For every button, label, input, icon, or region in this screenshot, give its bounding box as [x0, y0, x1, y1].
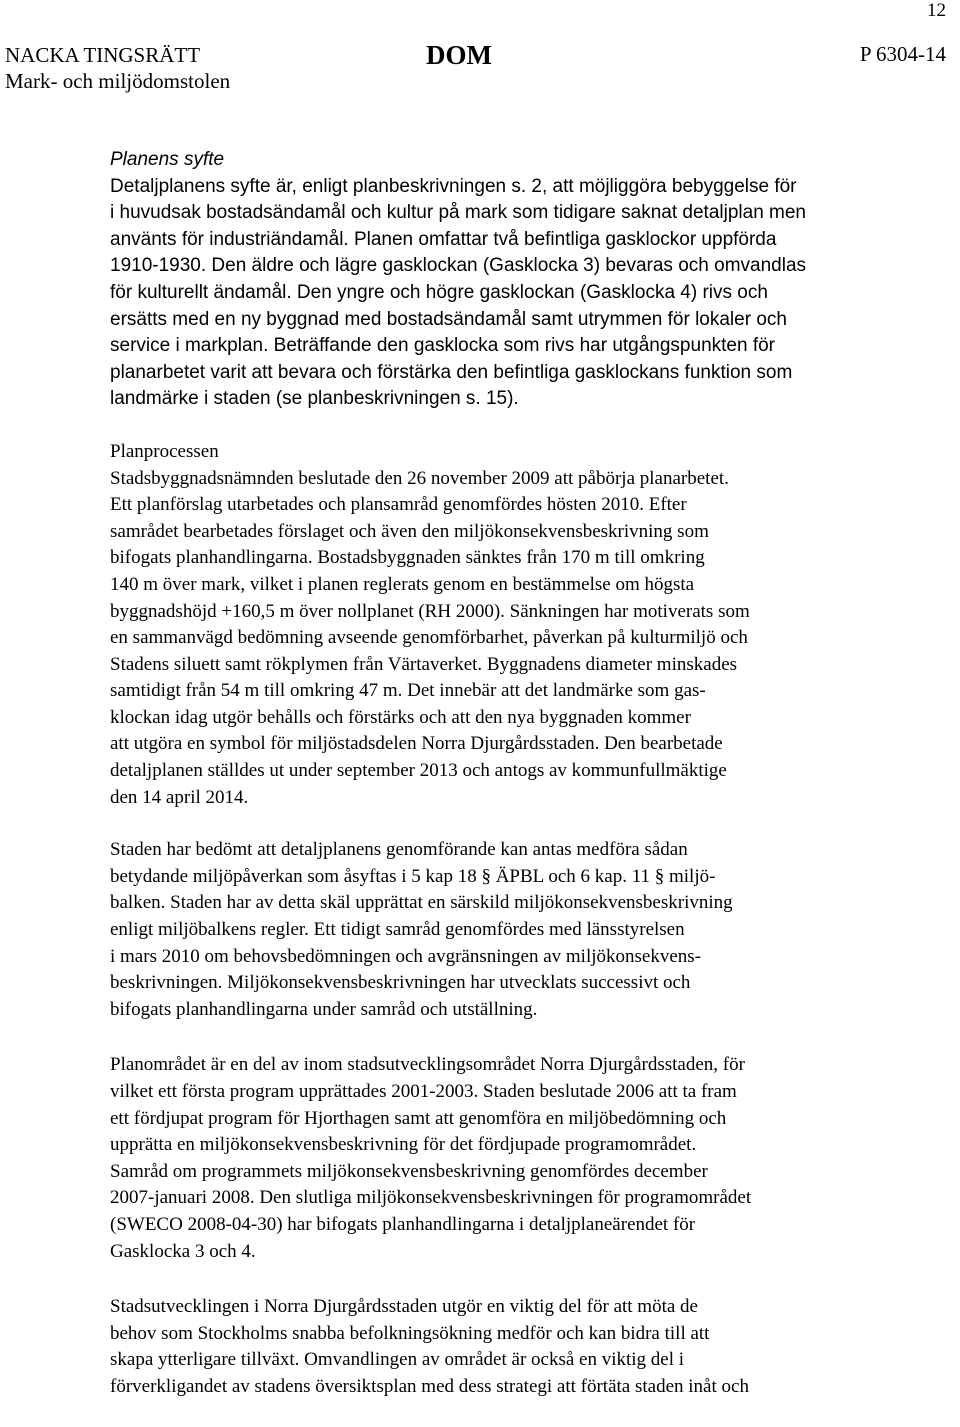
text-line: den 14 april 2014.	[110, 786, 249, 808]
text-line: vilket ett första program upprättades 2001-2003. Staden beslutade 2006 att ta fram	[110, 1081, 737, 1102]
paragraph-planomradet	[110, 1052, 910, 1265]
text-line: 1910-1930. Den äldre och lägre gasklockan (Gasklocka 3) bevaras och omvandlas	[110, 255, 807, 277]
text-line: i mars 2010 om behovsbedömningen och avgränsningen av miljökonsekvens-	[110, 945, 702, 967]
text-line: Detaljplanens syfte är, enligt planbeskrivningen s. 2, att möjliggöra bebyggelse för	[110, 175, 797, 197]
text-line: klockan idag utgör behålls och förstärks och att den nya byggnaden kommer	[110, 706, 691, 728]
text-line: Ett planförslag utarbetades och plansamråd genomfördes hösten 2010. Efter	[110, 494, 687, 516]
text-line: byggnadshöjd +160,5 m över nollplanet (RH 2000). Sänkningen har motiverats som	[110, 600, 750, 622]
text-line: bifogats planhandlingarna. Bostadsbyggnaden sänktes från 170 m till omkring	[110, 547, 705, 569]
court-header	[5, 42, 230, 94]
paragraph-stadsutveckling	[110, 1294, 910, 1400]
text-line: upprätta en miljökonsekvensbeskrivning för det fördjupade programområdet.	[110, 1134, 697, 1156]
paragraph-miljopaverkan	[110, 837, 910, 1023]
text-line: Stadsutvecklingen i Norra Djurgårdsstaden utgör en viktig del för att möta de	[110, 1296, 698, 1318]
court-name: NACKA TINGSRÄTT	[5, 43, 201, 67]
text-line: 2007-januari 2008. Den slutliga miljökonsekvensbeskrivningen för programområdet	[110, 1187, 752, 1209]
text-line: samtidigt från 54 m till omkring 47 m. Det innebär att det landmärke som gas-	[110, 680, 706, 702]
text-line: bifogats planhandlingarna under samråd och utställning.	[110, 998, 538, 1020]
text-line: Gasklocka 3 och 4.	[110, 1240, 256, 1262]
section-planens-syfte	[110, 147, 910, 413]
text-line: landmärke i staden (se planbeskrivningen s. 15).	[110, 388, 519, 410]
text-line: Stadsbyggnadsnämnden beslutade den 26 november 2009 att påbörja planarbetet.	[110, 467, 729, 489]
text-line: skapa ytterligare tillväxt. Omvandlingen av området är också en viktig del i	[110, 1349, 685, 1371]
text-line: ett fördjupat program för Hjorthagen samt att genomföra en miljöbedömning och	[110, 1107, 727, 1129]
document-body	[110, 147, 910, 1427]
text-line: 140 m över mark, vilket i planen reglerats genom en bestämmelse om högsta	[110, 573, 695, 595]
page-number: 12	[927, 0, 946, 21]
text-line: service i markplan. Beträffande den gasklocka som rivs har utgångspunkten för	[110, 335, 775, 357]
text-line: behov som Stockholms snabba befolkningsökning medför och kan bidra till att	[110, 1322, 710, 1344]
text-line: Samråd om programmets miljökonsekvensbeskrivning genomfördes december	[110, 1160, 708, 1182]
document-type: DOM	[426, 40, 492, 70]
court-division: Mark- och miljödomstolen	[5, 69, 231, 93]
text-line: planarbetet varit att bevara och förstärka den befintliga gasklockans funktion som	[110, 361, 793, 383]
text-line: Staden har bedömt att detaljplanens genomförande kan antas medföra sådan	[110, 839, 688, 861]
text-line: för kulturellt ändamål. Den yngre och högre gasklockan (Gasklocka 4) rivs och	[110, 281, 768, 303]
text-line: Stadens siluett samt rökplymen från Värtaverket. Byggnadens diameter minskades	[110, 653, 738, 675]
text-line: en sammanvägd bedömning avseende genomförbarhet, påverkan på kulturmiljö och	[110, 627, 748, 649]
section-heading: Planprocessen	[110, 440, 219, 462]
text-line: ersätts med en ny byggnad med bostadsändamål samt utrymmen för lokaler och	[110, 308, 787, 330]
text-line: betydande miljöpåverkan som åsyftas i 5 kap 18 § ÄPBL och 6 kap. 11 § miljö-	[110, 865, 716, 887]
text-line: (SWECO 2008-04-30) har bifogats planhandlingarna i detaljplaneärendet för	[110, 1213, 696, 1235]
text-line: samrådet bearbetades förslaget och även den miljökonsekvensbeskrivning som	[110, 520, 709, 542]
text-line: förverkligandet av stadens översiktsplan med dess strategi att förtäta staden inåt och	[110, 1375, 749, 1397]
section-planprocessen	[110, 439, 910, 811]
text-line: enligt miljöbalkens regler. Ett tidigt samråd genomfördes med länsstyrelsen	[110, 919, 685, 941]
text-line: i huvudsak bostadsändamål och kultur på mark som tidigare saknat detaljplan men	[110, 202, 806, 224]
text-line: att utgöra en symbol för miljöstadsdelen Norra Djurgårdsstaden. Den bearbetade	[110, 733, 723, 755]
section-heading: Planens syfte	[110, 149, 225, 170]
text-line: detaljplanen ställdes ut under september 2013 och antogs av kommunfullmäktige	[110, 760, 727, 782]
text-line: använts för industriändamål. Planen omfattar två befintliga gasklockor uppförda	[110, 228, 777, 250]
text-line: beskrivningen. Miljökonsekvensbeskrivningen har utvecklats successivt och	[110, 972, 691, 994]
text-line: balken. Staden har av detta skäl upprättat en särskild miljökonsekvensbeskrivning	[110, 892, 733, 914]
text-line: Planområdet är en del av inom stadsutvecklingsområdet Norra Djurgårdsstaden, för	[110, 1054, 745, 1076]
case-number: P 6304-14	[859, 42, 946, 66]
